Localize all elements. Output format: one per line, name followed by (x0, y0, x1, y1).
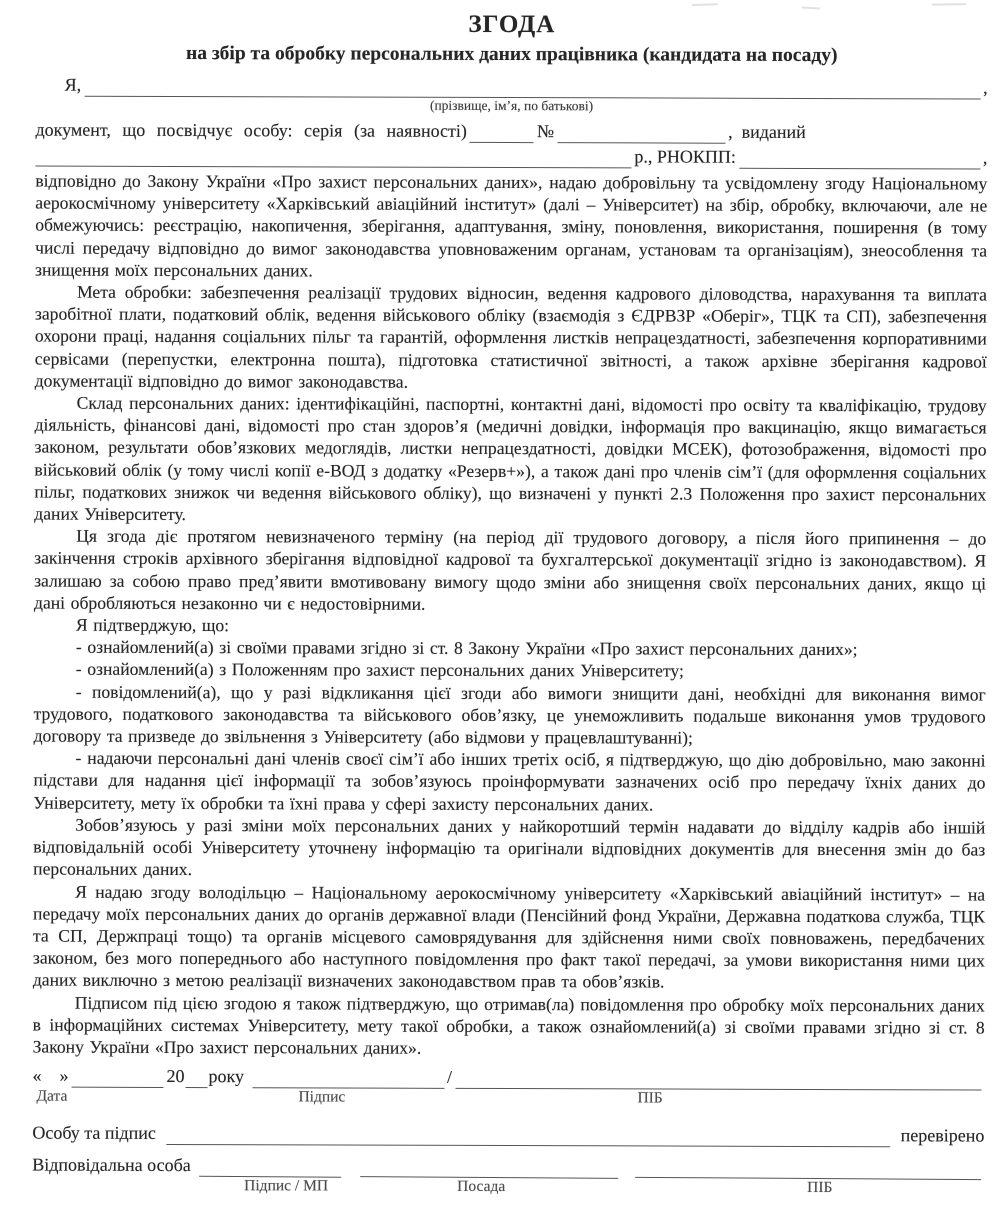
paragraph: - надаючи персональні дані членів своєї сім’ї або інших третіх осіб, я підтверджую, що дію добровільно, маю законні підстави для надання цієї інформації та зобов’язуюсь проінформувати зазначених осіб про передачу їхніх даних до Університету, мету їх обробки та їхні права у сфері захисту персональних даних. (33, 747, 986, 815)
pib-label: ПІБ (807, 1179, 833, 1197)
slash: / (447, 1066, 453, 1087)
paragraph: Склад персональних даних: ідентифікаційні, паспортні, контактні дані, відомості про освіту та кваліфікацію, трудову діяльність, фінансові дані, відомості про стан здоров’я (медичні довідки, інформація про вакцинацію, якщо вимагається законом, результати обов’язкових медоглядів, листки непрацездатності, довідки МСЕК), фотозображення, відомості про військовий облік (у тому числі копії е-ВОД з додатку «Резерв+»), а також дані про членів сім’ї (для оформлення соціальних пільг, податкових знижок чи ведення військового обліку), що визначені у пункті 2.3 Положення про захист персональних даних Університету. (34, 392, 987, 525)
scan-artifact (802, 6, 820, 9)
rnokpp-row (35, 142, 987, 170)
date-month-blank (71, 1069, 163, 1088)
fullname-blank (84, 78, 980, 100)
responsible-position-blank (360, 1158, 618, 1179)
signature-labels-row (32, 1088, 984, 1110)
issued-by-blank (35, 148, 631, 169)
paragraph: відповідно до Закону України «Про захист персональних даних», надаю добровільну та усвідомлену згоду Національному аерокосмічному університету «Харківський авіаційний інститут» (далі – Університет) на збір, обробку, включаючи, але не обмежуючись: реєстрацію, накопичення, зберігання, адаптування, зміну, поновлення, використання, поширення (в тому числі передачу відповідно до вимог законодавства уповноваженим органам, установам та організаціям), знеособлення та знищення моїх персональних даних. (35, 170, 988, 281)
sign-mp-label: Підпис / МП (244, 1177, 329, 1195)
responsible-sign-blank (199, 1158, 341, 1178)
responsible-pib-blank (635, 1159, 982, 1180)
signature-blank (252, 1069, 444, 1089)
paragraph: Я надаю згоду володільцю – Національному аерокосмічному університету «Харківський авіаційний інститут» – на передачу моїх персональних даних до органів державної влади (Пенсійний фонд України, Державна податкова служба, ТЦК та СП, Держпраці тощо) та органів місцевого самоврядування для здійснення ними своїх повноважень, передбачених законом, без мого попереднього або наступного повідомлення про факт такої передачі, за умови використання ними цих даних виключно з метою реалізації визначених законодавством прав та обов’язків. (32, 881, 986, 992)
paragraph: Зобов’язуюсь у разі зміни моїх персональних даних у найкоротший термін надавати до відділу кадрів або іншій відповідальній особі Університету уточнену інформацію та оригінали відповідних документів для внесення змін до баз персональних даних. (33, 814, 986, 880)
year-prefix: 20 (166, 1066, 185, 1087)
paragraph: - ознайомлений(а) зі своїми правами згідно зі ст. 8 Закону України «Про захист персональних даних»; (75, 636, 858, 660)
paragraph: Підписом під цією згодою я також підтверджую, що отримав(ла) повідомлення про обробку моїх персональних даних в інформаційних системах Університету, мету такої обробки, а також ознайомлений(а) зі своїми правами згідно зі ст. 8 Закону України «Про захист персональних даних». (32, 992, 985, 1058)
responsible-label: Відповідальна особа (32, 1154, 191, 1176)
year-blank (185, 1069, 207, 1088)
fullname-hint: (прізвище, ім’я, по батькові) (429, 97, 594, 114)
date-label: Дата (36, 1087, 68, 1105)
roku-label: року (208, 1066, 245, 1087)
scan-artifact (692, 3, 718, 6)
rnokpp-blank (739, 150, 980, 170)
verified-label: перевірено (900, 1125, 985, 1146)
i-label: Я, (64, 74, 82, 95)
paragraph: - повідомлений(а), що у разі відкликання цієї згоди або вимоги знищити дані, необхідні для виконання вимог трудового, податкового законодавства та військового обов’язку, це унеможливить подальше виконання умов трудового договору та призведе до звільнення з Університету (або відмови у працевлаштуванні); (33, 681, 986, 748)
number-sign: № (536, 121, 555, 142)
issued-label: , виданий (728, 121, 806, 142)
id-doc-label: документ, що посвідчує особу: серія (за наявності) (35, 119, 467, 141)
responsible-row (32, 1149, 984, 1180)
scan-artifact (932, 3, 966, 5)
fullname-row (36, 71, 988, 100)
verify-blank (166, 1126, 891, 1147)
pib-label: ПІБ (637, 1089, 663, 1107)
document-title: ЗГОДА (468, 10, 556, 39)
person-sign-label: Особу та підпис (32, 1122, 156, 1144)
id-document-row (35, 114, 987, 145)
position-label: Посада (457, 1177, 506, 1196)
sign-label: Підпис (298, 1088, 346, 1106)
paragraph: - ознайомлений(а) з Положенням про захист персональних даних Університету; (75, 659, 684, 682)
number-blank (557, 124, 725, 144)
body-paragraphs (33, 170, 988, 1061)
verification-row (32, 1116, 984, 1148)
rnokpp-label: р., РНОКПП: (634, 146, 736, 167)
comma: , (983, 77, 988, 98)
paragraph: Ця згода діє протягом невизначеного терміну (на період дії трудового договору, а після його припинення – до закінчення строків архівного зберігання відповідної кадрової та бухгалтерської документації згідно із законодавством). Я залишаю за собою право пред’явити вмотивовану вимогу щодо зміни або знищення своїх персональних даних, якщо ці дані обробляються незаконно чи є недостовірними. (33, 525, 987, 614)
responsible-labels-row (32, 1177, 984, 1199)
signature-row (32, 1061, 984, 1091)
series-blank (470, 124, 534, 143)
pib-blank (455, 1070, 982, 1091)
day-quotes: « » (32, 1065, 69, 1086)
paragraph: Я підтверджую, що: (75, 614, 230, 636)
paragraph: Мета обробки: забезпечення реалізації трудових відносин, ведення кадрового діловодства, нарахування та виплата заробітної плати, податковий облік, ведення військового обліку (взаємодія з ЄДРВЗР «Оберіг», ТЦК та СП), забезпечення охорони праці, надання соціальних пільг та гарантій, оформлення листків непрацездатності, забезпечення корпоративними сервісами (перепустки, електронна пошта), підготовка статистичної звітності, а також архівне зберігання кадрової документації відповідно до вимог законодавства. (34, 281, 988, 392)
document-subtitle: на збір та обробку персональних даних працівника (кандидата на посаду) (185, 43, 838, 67)
comma: , (982, 147, 988, 168)
